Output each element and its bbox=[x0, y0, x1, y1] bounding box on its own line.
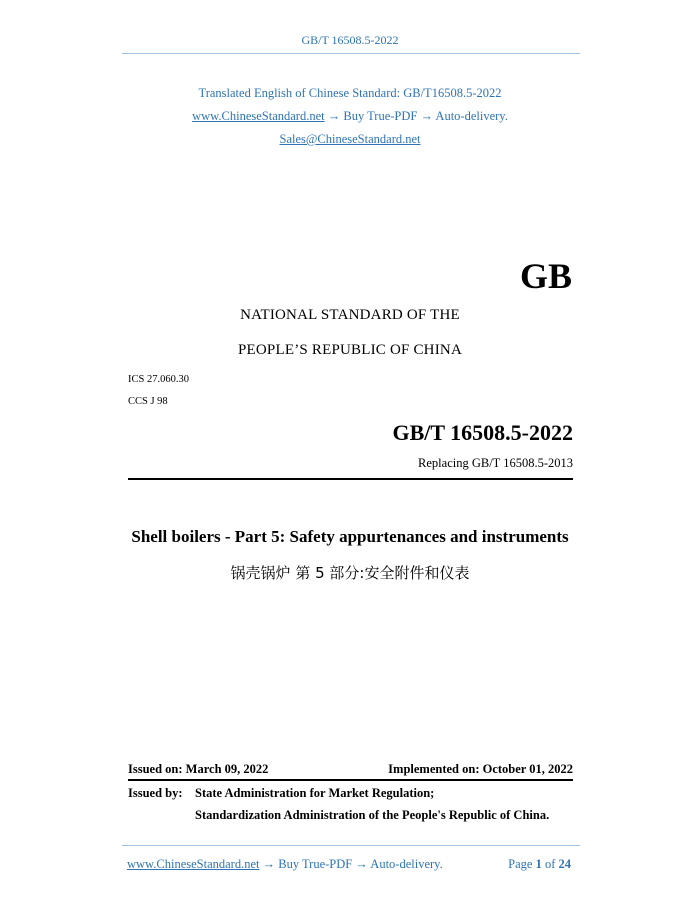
footer-site-link[interactable]: www.ChineseStandard.net bbox=[127, 857, 260, 871]
document-title-chinese: 锅壳锅炉 第 5 部分:安全附件和仪表 bbox=[230, 564, 470, 582]
issuer-1: State Administration for Market Regulation; bbox=[195, 786, 435, 800]
implemented-on: Implemented on: October 01, 2022 bbox=[388, 762, 573, 776]
document-title: Shell boilers - Part 5: Safety appurtenances and instruments bbox=[131, 527, 569, 546]
title-divider bbox=[128, 478, 573, 480]
page-prefix: Page bbox=[508, 857, 536, 871]
standard-code: GB/T 16508.5-2022 bbox=[392, 420, 573, 445]
page-of: of bbox=[541, 857, 559, 871]
site-link[interactable]: www.ChineseStandard.net bbox=[192, 109, 325, 123]
issued-on: Issued on: March 09, 2022 bbox=[128, 762, 269, 776]
ics-code: ICS 27.060.30 bbox=[128, 374, 189, 385]
national-standard-line1: NATIONAL STANDARD OF THE bbox=[240, 307, 460, 323]
national-standard-line2: PEOPLE’S REPUBLIC OF CHINA bbox=[238, 342, 462, 358]
email-line bbox=[0, 132, 700, 147]
issuer-2: Standardization Administration of the People's Republic of China. bbox=[195, 808, 550, 822]
footer-promo bbox=[127, 857, 443, 872]
issued-by-label: Issued by: bbox=[128, 786, 183, 800]
dates-divider bbox=[128, 779, 573, 781]
footer-divider bbox=[122, 845, 580, 846]
ccs-code: CCS J 98 bbox=[128, 396, 168, 407]
header-divider bbox=[122, 53, 580, 54]
page-number bbox=[508, 857, 571, 872]
replacing-note: Replacing GB/T 16508.5-2013 bbox=[418, 456, 573, 470]
page-current: 1 bbox=[535, 857, 542, 871]
footer-rest: → Buy True-PDF → Auto-delivery. bbox=[259, 857, 443, 871]
promo-rest: → Buy True-PDF → Auto-delivery. bbox=[324, 109, 508, 123]
translation-notice: Translated English of Chinese Standard: GB/T16508.5-2022 bbox=[198, 86, 502, 100]
email-link[interactable]: Sales@ChineseStandard.net bbox=[279, 132, 421, 146]
promo-line bbox=[0, 109, 700, 124]
running-header: GB/T 16508.5-2022 bbox=[301, 33, 399, 47]
gb-logo: GB bbox=[519, 256, 572, 296]
page-total: 24 bbox=[558, 857, 571, 871]
